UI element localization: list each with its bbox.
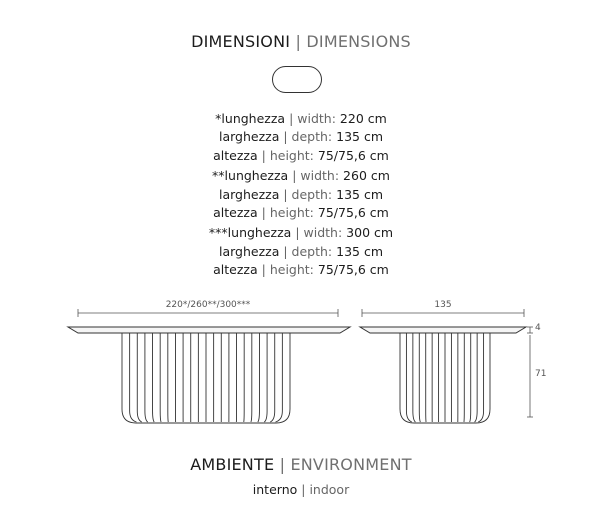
- base-rib: [130, 333, 137, 422]
- heading-english: DIMENSIONS: [306, 32, 411, 51]
- side-depth-label: 135: [434, 300, 452, 310]
- spec-label-en: depth:: [291, 129, 333, 145]
- spec-label-it: altezza: [213, 147, 258, 163]
- base-rib: [470, 333, 471, 422]
- spec-separator: |: [283, 186, 288, 202]
- heading-italian: DIMENSIONI: [191, 32, 291, 51]
- base-rib: [419, 333, 420, 422]
- base-rib: [478, 333, 483, 422]
- base-rib: [276, 333, 283, 422]
- base-rib: [406, 333, 411, 422]
- spec-value: 75/75,6 cm: [317, 204, 389, 220]
- environment-sub-english: indoor: [309, 482, 350, 497]
- environment-sub-italian: interno: [252, 482, 298, 497]
- environment-separator: |: [279, 455, 286, 474]
- base-rib: [160, 333, 161, 422]
- spec-label-it: larghezza: [218, 243, 280, 259]
- side-base: [400, 333, 490, 423]
- spec-value: 75/75,6 cm: [317, 262, 389, 278]
- spec-label-en: width:: [300, 168, 340, 184]
- spec-label-it: altezza: [213, 262, 258, 278]
- spec-separator: |: [261, 147, 266, 163]
- front-width-label: 220*/260**/300***: [165, 300, 251, 310]
- base-rib: [145, 333, 148, 422]
- height-dimension: [527, 327, 533, 417]
- side-depth-dimension: [362, 309, 524, 317]
- spec-separator: |: [289, 111, 294, 126]
- spec-value: 135 cm: [336, 129, 384, 145]
- spec-label-en: height:: [269, 147, 314, 163]
- side-tabletop: [360, 327, 526, 333]
- spec-label-en: depth:: [291, 186, 333, 202]
- spec-separator: |: [283, 129, 288, 145]
- base-rib: [475, 333, 478, 422]
- spec-label-it: ***lunghezza: [208, 225, 292, 241]
- front-width-dimension: [78, 309, 338, 317]
- base-rib: [153, 333, 155, 422]
- spec-value: 300 cm: [346, 225, 394, 241]
- base-rib: [251, 333, 252, 422]
- environment-subtitle: [0, 482, 602, 497]
- spec-separator: |: [295, 225, 300, 241]
- spec-value: 260 cm: [343, 168, 390, 184]
- spec-label-it: larghezza: [218, 129, 280, 145]
- spec-label-it: altezza: [213, 204, 258, 220]
- spec-value: 220 cm: [339, 111, 387, 126]
- base-rib: [270, 333, 274, 422]
- spec-value: 135 cm: [336, 186, 384, 202]
- spec-label-en: height:: [269, 204, 314, 220]
- base-rib: [137, 333, 141, 422]
- base-rib: [413, 333, 416, 422]
- environment-english: ENVIRONMENT: [290, 455, 412, 474]
- spec-label-it: larghezza: [218, 186, 280, 202]
- front-base: [122, 333, 290, 423]
- spec-separator: |: [283, 243, 288, 259]
- spec-separator: |: [261, 262, 266, 278]
- spec-label-it: *lunghezza: [215, 111, 286, 126]
- spec-label-en: width:: [303, 225, 343, 241]
- spec-value: 75/75,6 cm: [317, 147, 389, 163]
- base-rib: [258, 333, 260, 422]
- spec-label-en: width:: [297, 111, 336, 126]
- spec-separator: |: [261, 204, 266, 220]
- spec-label-it: **lunghezza: [212, 168, 289, 184]
- base-rib: [264, 333, 267, 422]
- spec-label-en: depth:: [291, 243, 333, 259]
- spec-separator: |: [292, 168, 297, 184]
- environment-italian: AMBIENTE: [190, 455, 275, 474]
- environment-sub-separator: |: [301, 482, 306, 497]
- environment-heading: [0, 455, 602, 474]
- front-tabletop: [68, 327, 350, 333]
- heading-separator: |: [295, 32, 302, 51]
- spec-label-en: height:: [269, 262, 314, 278]
- spec-value: 135 cm: [336, 243, 384, 259]
- base-height-label: 71: [535, 369, 547, 379]
- top-thickness-label: 4: [535, 323, 541, 333]
